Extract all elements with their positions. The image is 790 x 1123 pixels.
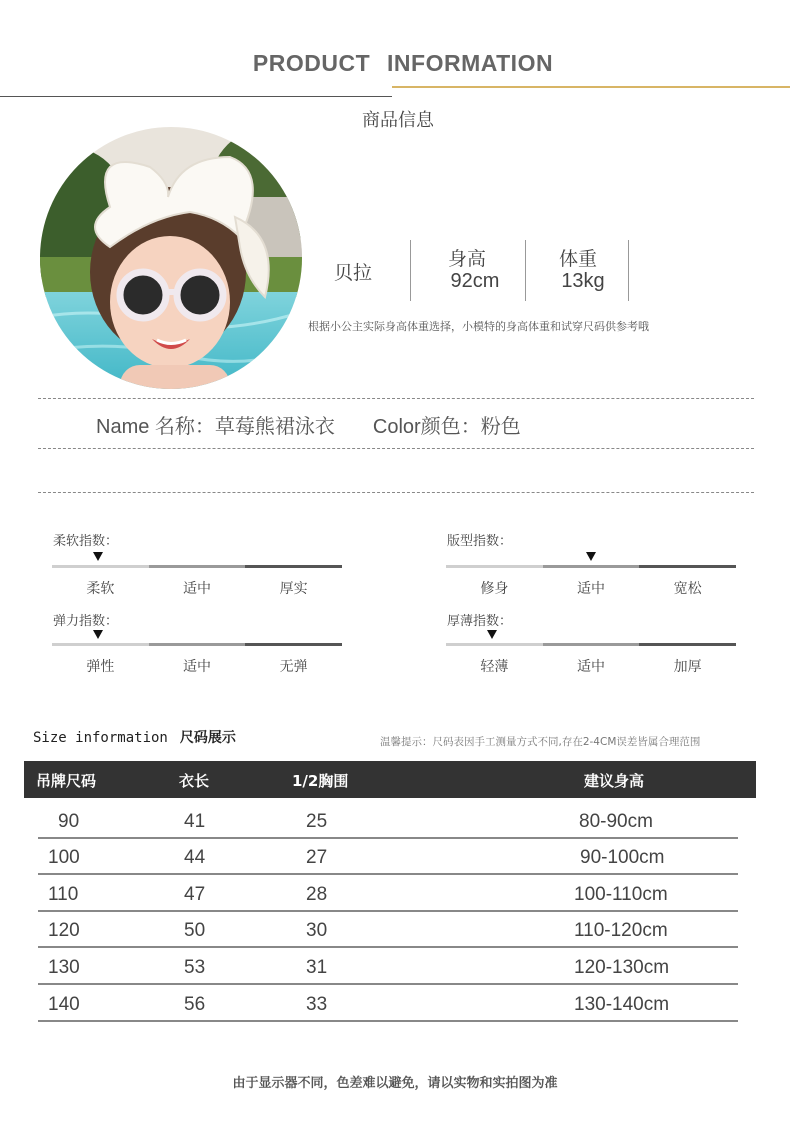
table-cell: 130-140cm bbox=[574, 994, 670, 1015]
scale-label: 适中 bbox=[183, 581, 211, 597]
table-row bbox=[38, 949, 738, 985]
table-cell: 110 bbox=[48, 884, 79, 905]
thickness-scale-labels bbox=[446, 656, 736, 676]
model-photo bbox=[40, 127, 302, 389]
elasticity-scale-labels bbox=[52, 656, 342, 676]
height-value: 92cm bbox=[450, 270, 500, 292]
softness-scale-bar bbox=[52, 565, 342, 568]
scale-label: 宽松 bbox=[673, 581, 702, 597]
header-divider-left bbox=[0, 96, 392, 97]
table-row bbox=[38, 876, 738, 912]
header-divider-right bbox=[392, 86, 790, 88]
table-cell: 120 bbox=[48, 920, 80, 941]
model-size-note: 根据小公主实际身高体重选择，小模特的身高体重和试穿尺码供参考哦 bbox=[308, 320, 649, 333]
softness-scale-labels bbox=[52, 578, 342, 598]
column-header: 建议身高 bbox=[584, 772, 645, 790]
table-cell: 30 bbox=[306, 920, 328, 941]
fit-scale-bar bbox=[446, 565, 736, 568]
scale-label: 适中 bbox=[577, 581, 605, 597]
scale-label: 加厚 bbox=[673, 659, 702, 675]
table-row bbox=[38, 986, 738, 1022]
table-cell: 33 bbox=[306, 994, 328, 1015]
table-row bbox=[38, 912, 738, 948]
color-label: Color颜色： bbox=[372, 416, 481, 438]
color-disclaimer: 由于显示器不同，色差难以避免，请以实物和实拍图为准 bbox=[232, 1076, 558, 1091]
table-cell: 120-130cm bbox=[574, 957, 670, 978]
scale-label: 弹性 bbox=[86, 659, 115, 675]
scale-label: 无弹 bbox=[279, 659, 308, 675]
table-row bbox=[38, 839, 738, 875]
table-cell: 80-90cm bbox=[579, 811, 653, 832]
table-cell: 41 bbox=[184, 811, 206, 832]
scale-label: 适中 bbox=[183, 659, 211, 675]
dashed-divider bbox=[38, 448, 754, 449]
weight-label: 体重 bbox=[558, 248, 597, 270]
table-cell: 28 bbox=[306, 884, 328, 905]
table-cell: 100 bbox=[48, 847, 80, 868]
scale-label: 厚实 bbox=[279, 581, 308, 597]
scale-label: 适中 bbox=[577, 659, 605, 675]
table-cell: 90-100cm bbox=[580, 847, 665, 868]
size-title-cn: 尺码展示 bbox=[179, 730, 236, 746]
name-label: Name 名称： bbox=[96, 416, 215, 438]
color-value: 粉色 bbox=[480, 416, 521, 438]
stat-divider bbox=[628, 240, 629, 301]
table-row bbox=[38, 803, 738, 839]
weight-value: 13kg bbox=[561, 270, 605, 292]
dashed-divider bbox=[38, 398, 754, 399]
table-cell: 110-120cm bbox=[574, 920, 668, 941]
table-cell: 90 bbox=[58, 811, 80, 832]
fit-marker-icon bbox=[586, 552, 596, 561]
table-cell: 44 bbox=[184, 847, 206, 868]
product-name-row bbox=[96, 410, 521, 439]
table-cell: 50 bbox=[184, 920, 206, 941]
size-tolerance-note: 温馨提示：尺码表因手工测量方式不同,存在2-4CM误差皆属合理范围 bbox=[380, 736, 701, 748]
model-name: 贝拉 bbox=[334, 262, 373, 284]
fit-index-title: 版型指数： bbox=[447, 534, 513, 549]
thickness-marker-icon bbox=[487, 630, 497, 639]
elasticity-marker-icon bbox=[93, 630, 103, 639]
softness-marker-icon bbox=[93, 552, 103, 561]
scale-label: 柔软 bbox=[86, 581, 115, 597]
table-cell: 140 bbox=[48, 994, 80, 1015]
thickness-index-title: 厚薄指数： bbox=[447, 614, 513, 629]
table-cell: 27 bbox=[306, 847, 328, 868]
name-value: 草莓熊裙泳衣 bbox=[214, 416, 335, 438]
size-section-title bbox=[33, 727, 236, 747]
table-cell: 130 bbox=[48, 957, 80, 978]
table-cell: 47 bbox=[184, 884, 206, 905]
elasticity-scale-bar bbox=[52, 643, 342, 646]
table-cell: 53 bbox=[184, 957, 206, 978]
page-title: PRODUCT INFORMATION bbox=[252, 50, 554, 76]
thickness-scale-bar bbox=[446, 643, 736, 646]
table-cell: 100-110cm bbox=[574, 884, 668, 905]
size-table-header bbox=[24, 761, 756, 798]
table-cell: 25 bbox=[306, 811, 328, 832]
softness-index-title: 柔软指数： bbox=[53, 534, 119, 549]
table-cell: 31 bbox=[306, 957, 328, 978]
stat-divider bbox=[410, 240, 411, 301]
stat-divider bbox=[525, 240, 526, 301]
column-header: 衣长 bbox=[179, 772, 210, 790]
column-header: 1/2胸围 bbox=[292, 772, 349, 790]
page-subtitle: 商品信息 bbox=[362, 110, 434, 131]
table-cell: 56 bbox=[184, 994, 206, 1015]
scale-label: 修身 bbox=[480, 581, 509, 597]
elasticity-index-title: 弹力指数： bbox=[53, 614, 119, 629]
scale-label: 轻薄 bbox=[480, 659, 509, 675]
fit-scale-labels bbox=[446, 578, 736, 598]
height-label: 身高 bbox=[447, 248, 486, 270]
dashed-divider bbox=[38, 492, 754, 493]
column-header: 吊牌尺码 bbox=[36, 772, 97, 790]
size-title-en: Size information bbox=[33, 730, 168, 746]
